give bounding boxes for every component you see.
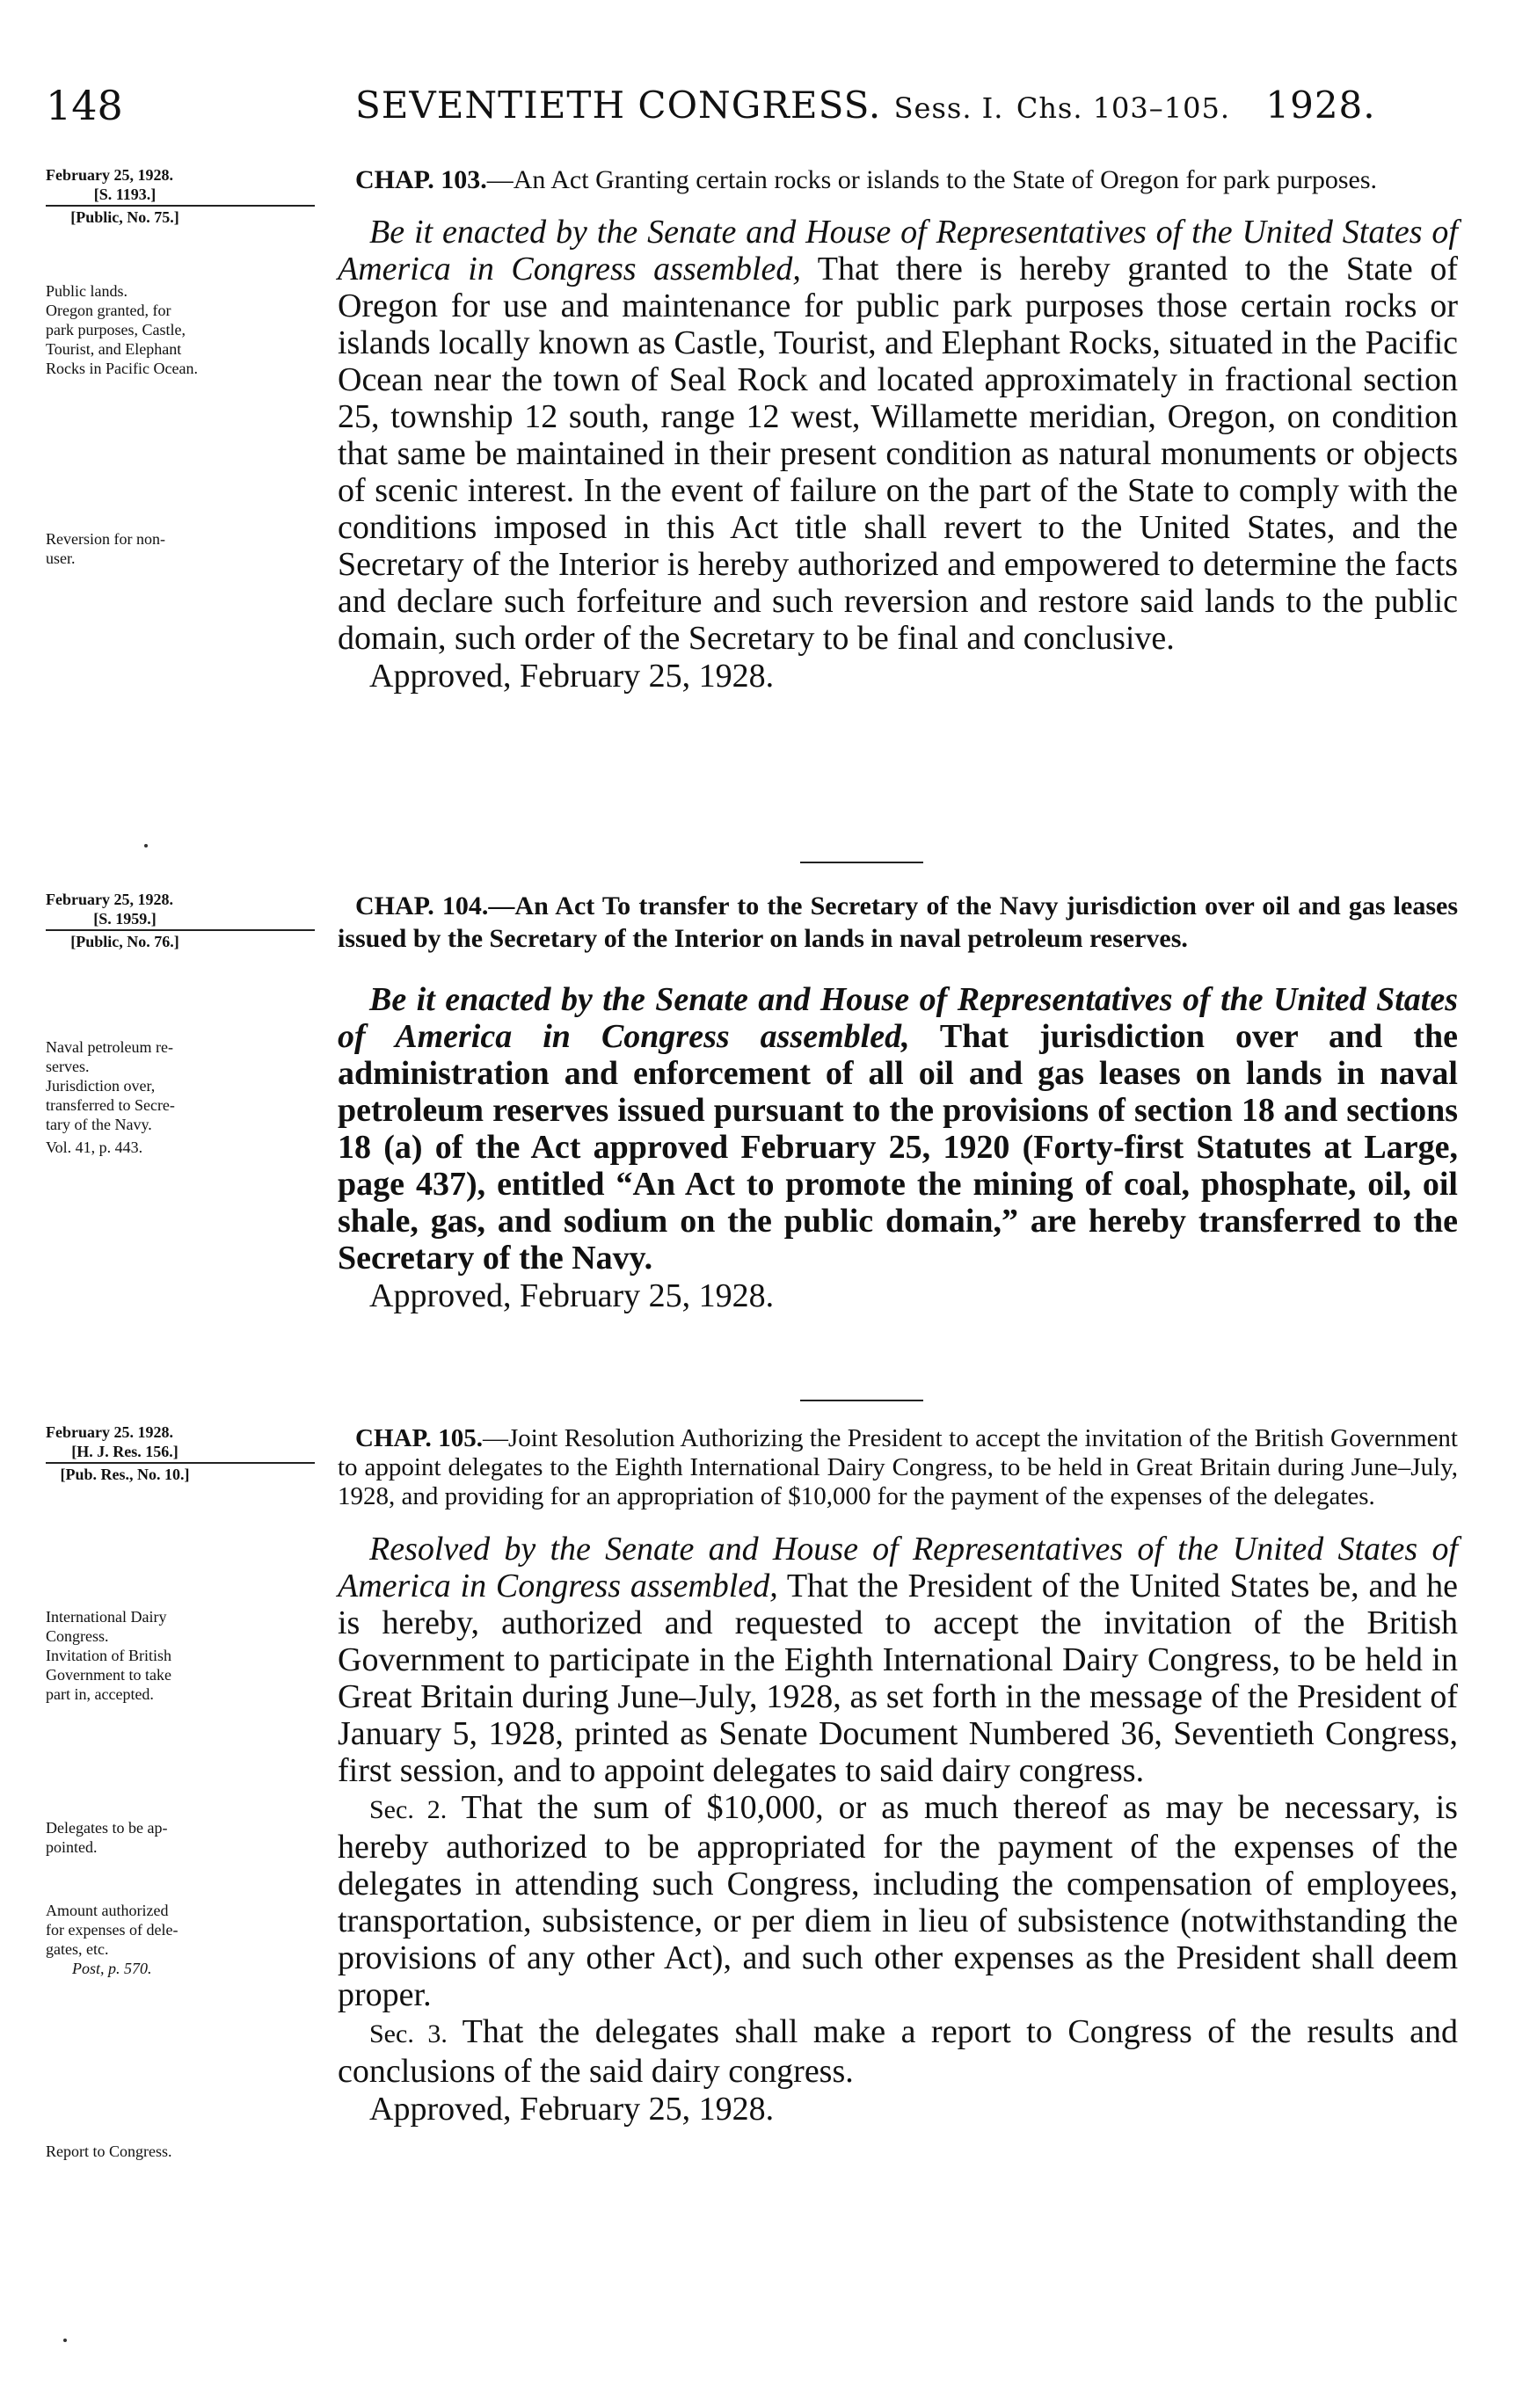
chap105-margin-note-dairy [46, 1607, 336, 1704]
chap105-section [338, 1424, 1458, 2128]
chap105-approved: Approved, February 25, 1928. [369, 2091, 775, 2128]
margin-note-line: transferred to Secre- [46, 1096, 175, 1114]
chap104-citation-rule [46, 929, 315, 931]
chap103-headnote [338, 164, 1458, 196]
margin-note-line: user. [46, 549, 76, 567]
chap105-margin-note-amount [46, 1901, 336, 1978]
sec2-text: That the sum of $10,000, or as much thereof as may be necessary, is hereby authorized to be appropriated for the payment of the expenses of the delegates in attending such Congress, including the compensation of employees, transportation, subsistence, or per diem in lieu of subsistence (notwithstanding the provisions of any other Act), and such other expenses as the President shall deem proper. [338, 1789, 1458, 2013]
chap104-date: February 25, 1928. [46, 891, 173, 908]
running-head [355, 81, 1376, 133]
page-number: 148 [46, 82, 123, 129]
session-label: Sess. I. [893, 91, 1004, 125]
chap104-margin-note-naval [46, 1037, 336, 1157]
year-label: 1928. [1265, 84, 1376, 127]
chap103-approved: Approved, February 25, 1928. [369, 658, 775, 695]
chap103-enacting-clause: Be it enacted by the Senate and House of Representatives of the United States of America in Congress assembled, [338, 214, 1458, 287]
chap105-margin-citation [46, 1422, 336, 1484]
running-header [46, 81, 1467, 134]
print-speck [63, 2339, 67, 2342]
chap105-citation-rule [46, 1462, 315, 1464]
margin-note-line: Tourist, and Elephant [46, 340, 182, 358]
chap103-public-law: [Public, No. 75.] [70, 208, 179, 226]
sec3-text: That the delegates shall make a report to Congress of the results and conclusions of the said dairy congress. [338, 2013, 1458, 2090]
chap104-enacting-clause: Be it enacted by the Senate and House of Representatives of the United States of America in Congress assembled, [338, 981, 1458, 1055]
margin-note-line: for expenses of dele- [46, 1921, 178, 1939]
chap103-body [338, 214, 1458, 657]
chap103-text: That there is hereby granted to the State of Oregon for use and maintenance for public park purposes those certain rocks or islands locally known as Castle, Tourist, and Elephant Rocks, situated in the Pacific Ocean near the town of Seal Rock and located approximately in fractional section 25, township 12 south, range 12 west, Willamette meridian, Oregon, on condition that same be maintained in their present condition as natural monuments or objects of scenic interest. In the event of failure on the part of the State to comply with the conditions imposed in this Act title shall revert to the United States, and the Secretary of the Interior is hereby authorized and empowered to determine the facts and declare such forfeiture and such reversion and restore said lands to the public domain, such order of the Secretary to be final and conclusive. [338, 251, 1458, 657]
margin-note-line: International Dairy [46, 1608, 167, 1626]
chapters-label: Chs. 103–105. [1016, 91, 1231, 125]
margin-note-line: Delegates to be ap- [46, 1819, 168, 1837]
margin-note-line: Rocks in Pacific Ocean. [46, 360, 198, 377]
chap105-margin-note-report [46, 2142, 336, 2161]
margin-note-line: Amount authorized [46, 1902, 169, 1919]
sec2-label: Sec. 2. [369, 1795, 448, 1824]
chap104-vol-ref: Vol. 41, p. 443. [46, 1139, 143, 1156]
chap104-section [338, 890, 1458, 1315]
margin-note-line: park purposes, Castle, [46, 321, 186, 338]
chap105-body [338, 1531, 1458, 1789]
chap103-citation-rule [46, 205, 315, 207]
chap103-headnote-text: —An Act Granting certain rocks or islands to the State of Oregon for park purposes. [486, 165, 1378, 194]
margin-note-line: Government to take [46, 1666, 171, 1684]
margin-note-line: Congress. [46, 1627, 109, 1645]
margin-note-line: Oregon granted, for [46, 302, 171, 319]
chap103-margin-note-reversion [46, 529, 336, 568]
chap104-approved: Approved, February 25, 1928. [369, 1277, 775, 1314]
sec3-label: Sec. 3. [369, 2019, 448, 2048]
margin-note-line: tary of the Navy. [46, 1116, 152, 1133]
chap104-body [338, 981, 1458, 1277]
chap103-bill: [S. 1193.] [93, 186, 157, 203]
chap105-headnote-text: —Joint Resolution Authorizing the President to accept the invitation of the British Government to appoint delegates to the Eighth International Dairy Congress, to be held in Great Britain during June–July, 1928, and providing for an appropriation of $10,000 for the payment of the expenses of the delegates. [338, 1424, 1458, 1510]
chap105-sec3 [338, 2013, 1458, 2090]
chap105-text: That the President of the United States be, and he is hereby, authorized and requested to accept the invitation of the British Government to participate in the Eighth International Dairy Congress, to be held in Great Britain during June–July, 1928, as set forth in the message of the President of January 5, 1928, printed as Senate Document Numbered 36, Seventieth Congress, first session, and to appoint delegates to said dairy congress. [338, 1568, 1458, 1789]
margin-note-line: Public lands. [46, 282, 127, 300]
margin-note-line: serves. [46, 1058, 90, 1075]
chap105-label: CHAP. 105. [355, 1424, 483, 1452]
congress-title: SEVENTIETH CONGRESS. [355, 84, 882, 127]
chap103-section [338, 164, 1458, 695]
print-speck [144, 844, 148, 848]
section-divider [800, 862, 923, 863]
margin-note-line: Naval petroleum re- [46, 1038, 173, 1056]
margin-note-line: pointed. [46, 1838, 98, 1856]
chap105-public-law: [Pub. Res., No. 10.] [60, 1466, 190, 1483]
chap103-label: CHAP. 103. [355, 165, 487, 194]
section-divider [800, 1400, 923, 1401]
chap105-headnote [338, 1424, 1458, 1511]
chap105-margin-note-delegates [46, 1818, 336, 1857]
chap105-resolving-clause: Resolved by the Senate and House of Representatives of the United States of America in Congress assembled, [338, 1531, 1458, 1604]
chap103-margin-note-public-lands [46, 281, 336, 378]
chap104-headnote-text: —An Act To transfer to the Secretary of the Navy jurisdiction over oil and gas leases issued by the Secretary of the Interior on lands in naval petroleum reserves. [338, 891, 1458, 953]
chap104-label: CHAP. 104. [355, 891, 489, 920]
chap104-public-law: [Public, No. 76.] [70, 933, 179, 950]
chap103-date: February 25, 1928. [46, 166, 173, 184]
chap105-bill: [H. J. Res. 156.] [71, 1443, 178, 1460]
chap104-headnote [338, 890, 1458, 955]
margin-note-line: part in, accepted. [46, 1685, 154, 1703]
chap105-post-ref: Post, p. 570. [72, 1960, 152, 1977]
margin-note-line: gates, etc. [46, 1940, 109, 1958]
chap104-bill: [S. 1959.] [93, 910, 157, 928]
margin-note-line: Invitation of British [46, 1647, 171, 1664]
chap105-sec2 [338, 1789, 1458, 2013]
margin-note-line: Jurisdiction over, [46, 1077, 156, 1095]
margin-note-line: Report to Congress. [46, 2142, 172, 2160]
margin-note-line: Reversion for non- [46, 530, 165, 548]
chap105-date: February 25. 1928. [46, 1423, 173, 1441]
chap104-text: That jurisdiction over and the administration and enforcement of all oil and gas leases on lands in naval petroleum reserves issued pursuant to the provisions of section 18 and sections 18 (a) of the Act approved February 25, 1920 (Forty-first Statutes at Large, page 437), entitled “An Act to promote the mining of coal, phosphate, oil, oil shale, gas, and sodium on the public domain,” are hereby transferred to the Secretary of the Navy. [338, 1018, 1458, 1277]
chap104-margin-citation [46, 890, 336, 951]
chap103-margin-citation [46, 165, 336, 227]
